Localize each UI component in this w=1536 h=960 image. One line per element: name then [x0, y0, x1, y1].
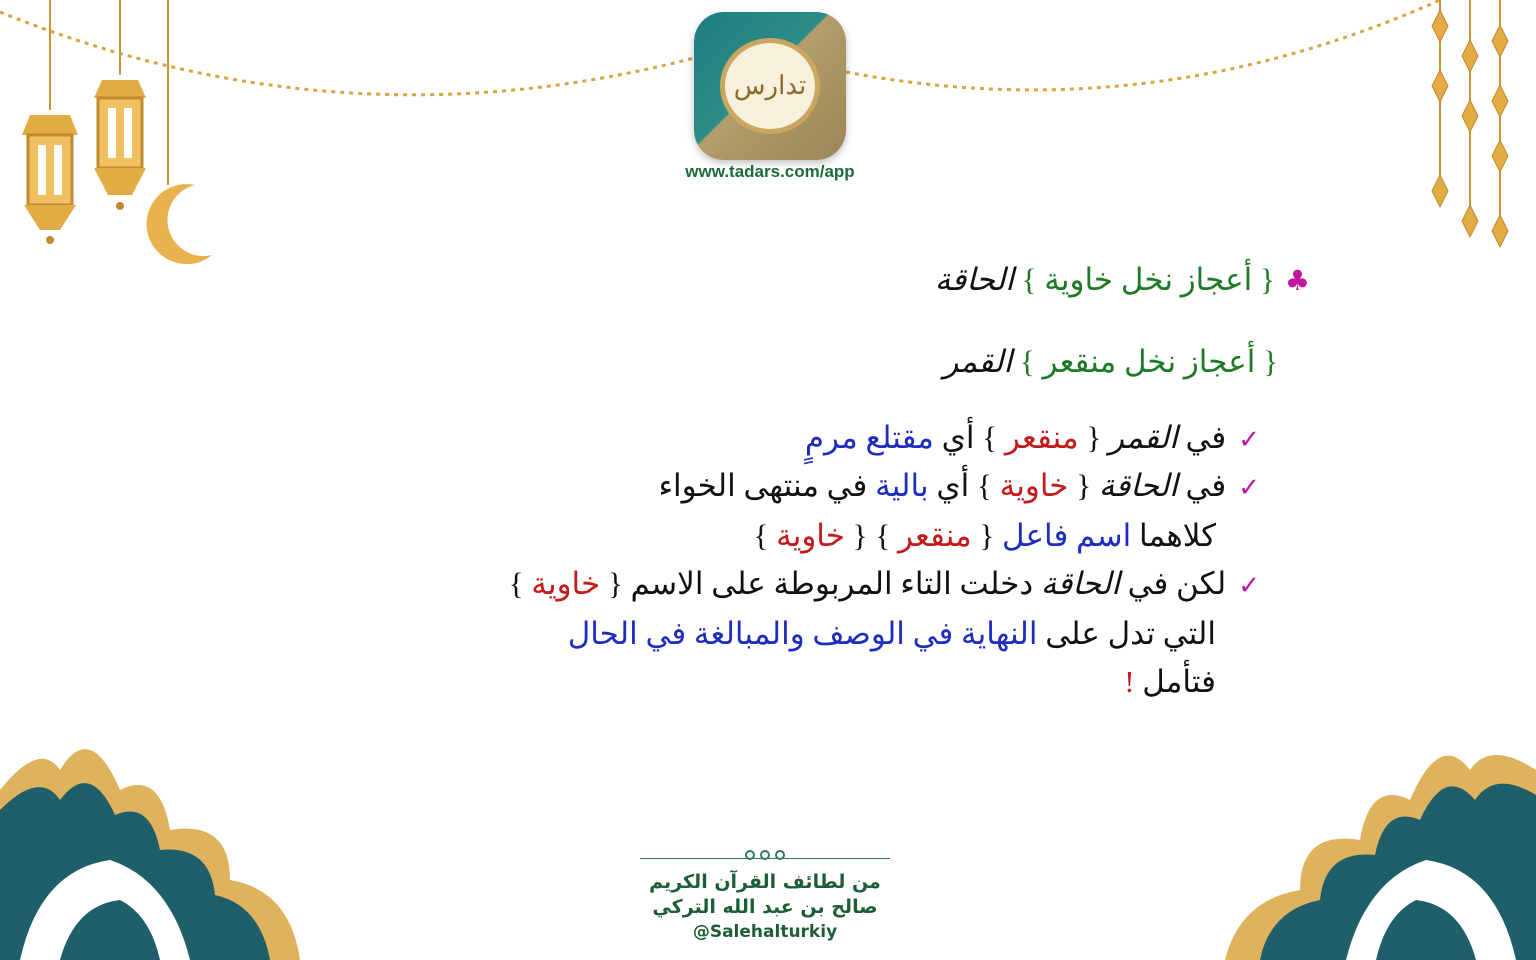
- quranic-word: خاوية: [999, 468, 1069, 503]
- point-prefix: في: [1177, 420, 1227, 455]
- flower-ornament-right-icon: [1225, 755, 1536, 960]
- point-tail: في منتهى الخواء: [658, 468, 876, 503]
- line-prefix: فتأمل: [1134, 664, 1216, 699]
- point-1: [805, 420, 1260, 456]
- hanging-diamonds-right-icon: [1432, 0, 1508, 247]
- point-prefix: في: [1177, 468, 1227, 503]
- checkmark-icon: ✓: [1238, 425, 1260, 455]
- brace-open: {: [1255, 344, 1278, 379]
- footer-handle[interactable]: @Salehalturkiy: [692, 922, 838, 942]
- flower-ornament-left-icon: [0, 749, 300, 960]
- grammar-term: اسم فاعل: [1002, 518, 1132, 553]
- surah-name: القمر: [1109, 420, 1178, 455]
- brace-close: }: [753, 518, 777, 553]
- brace-open: {: [1068, 468, 1099, 503]
- highlight-text: النهاية في الوصف والمبالغة في الحال: [567, 616, 1038, 651]
- bead-string-left: [0, 12, 694, 95]
- brace-close: }: [1019, 344, 1043, 379]
- surah-name: الحاقة: [1040, 566, 1120, 601]
- brace-close: }: [974, 420, 1005, 455]
- both-line: [753, 518, 1216, 554]
- lantern-left-icon: [22, 0, 78, 244]
- quranic-word: خاوية: [531, 566, 601, 601]
- footer-series-title: من لطائف القرآن الكريم: [649, 871, 881, 893]
- brace-close: }: [867, 518, 898, 553]
- logo-text: تدارس: [733, 71, 807, 101]
- word-meaning: مقتلع مرمٍ: [804, 420, 934, 455]
- line-prefix: التي تدل على: [1037, 616, 1216, 651]
- checkmark-icon: ✓: [1238, 571, 1260, 601]
- heading-line-2: [943, 344, 1278, 380]
- brace-close: }: [969, 468, 1000, 503]
- footer: [620, 870, 910, 945]
- exclamation-mark: !: [1124, 664, 1135, 699]
- footer-author: صالح بن عبد الله التركي: [652, 896, 878, 918]
- surah-name: الحاقة: [1098, 468, 1178, 503]
- quranic-word: خاوية: [776, 518, 845, 553]
- heading-line-1: [935, 262, 1310, 298]
- brace-open: {: [1252, 262, 1275, 297]
- brace-open: {: [971, 518, 1003, 553]
- brace-open: {: [600, 566, 631, 601]
- word-meaning: بالية: [875, 468, 929, 503]
- surah-name: القمر: [943, 344, 1013, 379]
- checkmark-icon: ✓: [1238, 473, 1260, 503]
- point-mid: دخلت التاء المربوطة على الاسم: [630, 566, 1041, 601]
- tadars-logo-icon: [720, 38, 820, 134]
- crescent-moon-icon: [147, 0, 212, 264]
- verse-text: أعجاز نخل منقعر: [1042, 344, 1256, 379]
- lantern-middle-icon: [94, 0, 146, 210]
- point-2: [658, 468, 1260, 504]
- brace-open: {: [844, 518, 868, 553]
- brace-close: }: [508, 566, 532, 601]
- footer-divider: [640, 858, 890, 859]
- point-mid: أي: [933, 420, 975, 455]
- club-bullet-icon: ♣: [1284, 264, 1310, 297]
- bead-string-right: [846, 0, 1440, 90]
- brace-close: }: [1021, 262, 1045, 297]
- surah-name: الحاقة: [934, 262, 1014, 297]
- point-prefix: لكن في: [1119, 566, 1227, 601]
- point-3: [509, 566, 1260, 602]
- verse-text: أعجاز نخل خاوية: [1044, 262, 1253, 297]
- quranic-word: منقعر: [1004, 420, 1079, 455]
- brace-open: {: [1078, 420, 1109, 455]
- site-url-link[interactable]: www.tadars.com/app: [685, 162, 855, 181]
- point-mid: أي: [928, 468, 970, 503]
- app-logo[interactable]: [694, 12, 846, 160]
- point-3-line-3: [1124, 664, 1216, 700]
- quranic-word: منقعر: [897, 518, 972, 553]
- both-prefix: كلاهما: [1131, 518, 1216, 553]
- point-3-line-2: [568, 616, 1216, 652]
